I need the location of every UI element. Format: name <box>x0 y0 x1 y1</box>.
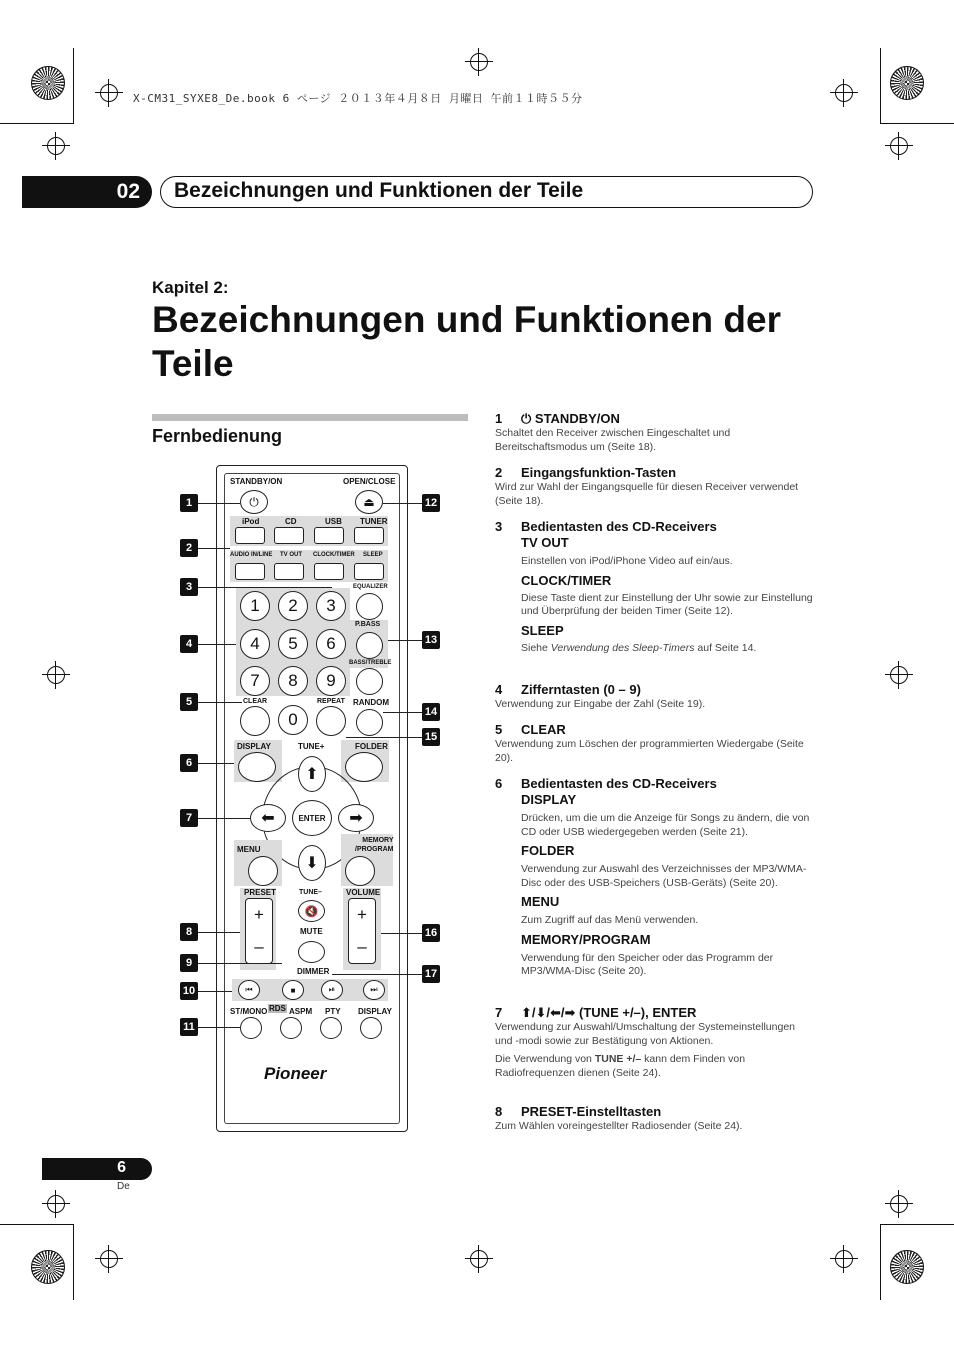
desc-item-8: 8 PRESET-Einstelltasten Zum Wählen voreingestellter Radiosender (Seite 24). <box>495 1104 815 1134</box>
cd-label: CD <box>285 517 297 526</box>
dimmer-label: DIMMER <box>297 967 330 976</box>
crop-line <box>880 48 881 124</box>
chapter-title: Bezeichnungen und Funktionen der Teile <box>174 179 584 202</box>
desc-item-7: 7 ⬆/⬇/⬅/➡ (TUNE +/–), ENTER Verwendung zur Auswahl/Umschaltung der Systemeinstellungen und -modi sowie zur Bestätigung von Aktionen. Die Verwendung von TUNE +/– kann dem Finden von Radiofrequenzen dienen (Seite 24). <box>495 1005 815 1080</box>
registration-sunburst-icon <box>31 1250 65 1284</box>
tune-plus-label: TUNE+ <box>298 742 325 751</box>
stop-icon: ■ <box>282 980 304 1000</box>
desc-subheading: MEMORY/PROGRAM <box>521 931 651 947</box>
digit-3-button: 3 <box>316 591 346 621</box>
desc-subheading: FOLDER <box>521 843 575 858</box>
print-header: X-CM31_SYXE8_De.book 6 ページ ２０１３年４月８日 月曜日 午前１１時５５分 <box>133 92 583 105</box>
registration-mark-icon <box>100 1250 118 1268</box>
repeat-label: REPEAT <box>317 698 345 705</box>
digit-5-button: 5 <box>278 629 308 659</box>
page-number: 6 <box>117 1159 126 1176</box>
desc-item-6: 6 Bedientasten des CD-Receivers DISPLAY Drücken, um die um die Anzeige für Songs zu ändern, die von CD oder USB wiedergegeben werden (Seite 21). FOLDER Verwendung zur Auswahl des Verzeichnisses der MP3/WMA-Disc oder des USB-Speichers (USB-Geräts) (Seite 20). MENU Zum Zugriff auf das Menü verwenden. MEMORY/PROGRAM Verwendung für den Speicher oder das Programm der MP3/WMA-Disc (Seite 20). <box>495 776 815 979</box>
usb-label: USB <box>325 517 342 526</box>
desc-subheading: TV OUT <box>521 535 569 550</box>
callout-line <box>198 818 250 819</box>
digit-6-button: 6 <box>316 629 346 659</box>
callout-line <box>198 548 230 549</box>
chapter-number-badge <box>22 176 152 208</box>
memory-program-button <box>345 856 375 886</box>
bass-treble-button <box>356 668 383 695</box>
pbass-label: P.BASS <box>355 621 381 628</box>
desc-text: Verwendung zum Löschen der programmierten Wiedergabe (Seite 20). <box>495 738 804 764</box>
callout-9: 9 <box>180 954 198 972</box>
callout-15: 15 <box>422 728 440 746</box>
callout-10: 10 <box>180 982 198 1000</box>
callout-line <box>388 640 422 641</box>
menu-label: MENU <box>237 845 261 854</box>
plus-icon: + <box>357 905 367 924</box>
crop-line <box>73 1224 74 1300</box>
language-code: De <box>117 1181 130 1192</box>
registration-mark-icon <box>470 53 488 71</box>
chapter-header <box>160 176 813 208</box>
desc-text: Zum Zugriff auf das Menü verwenden. <box>521 914 699 926</box>
desc-text: Verwendung zur Auswahl des Verzeichnisses der MP3/WMA-Disc oder des USB-Speichers (USB-Geräts) (Seite 20). <box>521 863 807 889</box>
memory-program-label: MEMORY /PROGRAM <box>355 837 394 853</box>
callout-line <box>332 974 422 975</box>
crop-line <box>0 1224 74 1225</box>
desc-text: Zum Wählen voreingestellter Radiosender (Seite 24). <box>495 1120 743 1132</box>
display2-label: DISPLAY <box>358 1007 392 1016</box>
section-title: Fernbedienung <box>152 426 282 446</box>
callout-17: 17 <box>422 965 440 983</box>
pioneer-logo: Pioneer <box>264 1064 327 1083</box>
digit-4-button: 4 <box>240 629 270 659</box>
clear-button <box>240 706 270 736</box>
previous-track-icon: ⏮ <box>238 980 260 1000</box>
desc-heading: ⏻ STANDBY/ON <box>521 411 620 426</box>
callout-line <box>198 963 282 964</box>
desc-text: Siehe Verwendung des Sleep-Timers auf Seite 14. <box>521 641 757 654</box>
pty-button <box>320 1017 342 1039</box>
desc-heading: ⬆/⬇/⬅/➡ (TUNE +/–), ENTER <box>521 1005 697 1020</box>
desc-text: Einstellen von iPod/iPhone Video auf ein/aus. <box>521 555 733 567</box>
callout-1: 1 <box>180 494 198 512</box>
section-divider <box>152 414 468 421</box>
callout-11: 11 <box>180 1018 198 1036</box>
display2-button <box>360 1017 382 1039</box>
desc-item-3: 3 Bedientasten des CD-Receivers TV OUT Einstellen von iPod/iPhone Video auf ein/aus. CLOCK/TIMER Diese Taste dient zur Einstellung der Uhr sowie zur Einstellung und Überprüfung der beiden Timer (Seite 12). SLEEP Siehe Verwendung des Sleep-Timers auf Seite 14. <box>495 519 815 655</box>
open-close-button: ⏏ <box>355 490 383 514</box>
tuner-label: TUNER <box>360 517 388 526</box>
enter-button: ENTER <box>292 800 332 836</box>
usb-button <box>314 527 344 544</box>
desc-text: Verwendung für den Speicher oder das Programm der MP3/WMA-Disc (Seite 20). <box>521 951 774 977</box>
registration-sunburst-icon <box>890 66 924 100</box>
volume-rocker <box>348 898 376 964</box>
pbass-button <box>356 632 383 659</box>
callout-line <box>198 503 240 504</box>
next-track-icon: ⏭ <box>363 980 385 1000</box>
callout-line <box>198 702 242 703</box>
digit-2-button: 2 <box>278 591 308 621</box>
volume-label: VOLUME <box>346 888 381 897</box>
folder-button <box>345 752 383 782</box>
preset-label: PRESET <box>244 888 277 897</box>
desc-subheading: MENU <box>521 894 560 909</box>
desc-text: Die Verwendung von TUNE +/– kann dem Finden von Radiofrequenzen dienen (Seite 24). <box>495 1053 746 1079</box>
repeat-button <box>316 706 346 736</box>
callout-line <box>198 763 234 764</box>
bass-treble-label: BASS/TREBLE <box>349 660 392 666</box>
sleep-button <box>354 563 384 580</box>
open-close-label: OPEN/CLOSE <box>343 477 396 486</box>
callout-12: 12 <box>422 494 440 512</box>
callout-16: 16 <box>422 924 440 942</box>
plus-icon: + <box>254 905 264 924</box>
registration-mark-icon <box>890 137 908 155</box>
desc-heading: CLEAR <box>521 722 566 737</box>
desc-text: Verwendung zur Auswahl/Umschaltung der Systemeinstellungen und -modi sowie zur Bestätigung von Aktionen. <box>495 1021 796 1047</box>
chapter-number: 02 <box>116 180 140 203</box>
standby-label: STANDBY/ON <box>230 477 283 486</box>
equalizer-button <box>356 593 383 620</box>
random-label: RANDOM <box>353 698 389 707</box>
crop-line <box>880 1224 881 1300</box>
digit-1-button: 1 <box>240 591 270 621</box>
registration-mark-icon <box>100 84 118 102</box>
play-pause-icon: ⏯ <box>321 980 343 1000</box>
minus-icon: – <box>254 937 264 956</box>
arrow-left-icon: ⬅ <box>250 804 286 832</box>
digit-9-button: 9 <box>316 666 346 696</box>
desc-subheading: DISPLAY <box>521 792 577 807</box>
callout-line <box>381 933 422 934</box>
aspm-label: ASPM <box>289 1007 313 1016</box>
standby-button: ⏻ <box>240 490 268 514</box>
registration-mark-icon <box>835 84 853 102</box>
clear-label: CLEAR <box>243 698 268 705</box>
callout-3: 3 <box>180 578 198 596</box>
desc-text: Schaltet den Receiver zwischen Eingeschaltet und Bereitschaftsmodus um (Seite 18). <box>495 427 731 453</box>
callout-2: 2 <box>180 539 198 557</box>
display-label: DISPLAY <box>237 742 271 751</box>
digit-0-button: 0 <box>278 705 308 735</box>
callout-line <box>198 644 236 645</box>
callout-6: 6 <box>180 754 198 772</box>
tv-out-button <box>274 563 304 580</box>
mute-label: MUTE <box>300 927 323 936</box>
callout-8: 8 <box>180 923 198 941</box>
minus-icon: – <box>357 937 367 956</box>
callout-line <box>346 737 422 738</box>
ipod-button <box>235 527 265 544</box>
preset-rocker <box>245 898 273 964</box>
registration-sunburst-icon <box>31 66 65 100</box>
sleep-label: SLEEP <box>363 552 383 558</box>
desc-subheading: SLEEP <box>521 622 564 638</box>
folder-label: FOLDER <box>355 742 388 751</box>
clock-timer-button <box>314 563 344 580</box>
callout-7: 7 <box>180 809 198 827</box>
audio-in-button <box>235 563 265 580</box>
registration-mark-icon <box>47 1195 65 1213</box>
registration-mark-icon <box>47 666 65 684</box>
tuner-button <box>354 527 384 544</box>
arrow-right-icon: ➡ <box>338 804 374 832</box>
arrow-up-icon: ⬆ <box>298 756 326 792</box>
page-title: Bezeichnungen und Funktionen der Teile <box>152 299 781 384</box>
random-button <box>356 709 383 736</box>
clock-timer-label: CLOCK/TIMER <box>313 552 355 558</box>
desc-heading: Zifferntasten (0 – 9) <box>521 682 641 697</box>
tv-out-label: TV OUT <box>280 552 302 558</box>
callout-line <box>383 712 422 713</box>
callout-4: 4 <box>180 635 198 653</box>
arrow-down-icon: ⬇ <box>298 845 326 881</box>
tune-minus-label: TUNE– <box>299 889 322 896</box>
registration-sunburst-icon <box>890 1250 924 1284</box>
callout-14: 14 <box>422 703 440 721</box>
callout-line <box>198 1027 240 1028</box>
digit-7-button: 7 <box>240 666 270 696</box>
registration-mark-icon <box>470 1250 488 1268</box>
desc-item-5: 5 CLEAR Verwendung zum Löschen der programmierten Wiedergabe (Seite 20). <box>495 722 815 765</box>
registration-mark-icon <box>47 137 65 155</box>
rds-label: RDS <box>269 1004 286 1013</box>
crop-line <box>880 123 954 124</box>
dimmer-button <box>298 941 325 963</box>
cd-button <box>274 527 304 544</box>
crop-line <box>880 1224 954 1225</box>
equalizer-label: EQUALIZER <box>353 584 388 590</box>
kapitel-label: Kapitel 2: <box>152 278 229 297</box>
audio-in-label: AUDIO IN/LINE <box>230 552 273 558</box>
desc-subheading: CLOCK/TIMER <box>521 572 612 588</box>
desc-text: Wird zur Wahl der Eingangsquelle für diesen Receiver verwendet (Seite 18). <box>495 481 799 507</box>
desc-heading: Eingangsfunktion-Tasten <box>521 465 677 480</box>
digit-8-button: 8 <box>278 666 308 696</box>
crop-line <box>0 123 74 124</box>
mute-speaker-icon: 🔇 <box>298 900 325 922</box>
pty-label: PTY <box>325 1007 341 1016</box>
st-mono-label: ST/MONO <box>230 1007 268 1016</box>
callout-13: 13 <box>422 631 440 649</box>
desc-item-4: 4 Zifferntasten (0 – 9) Verwendung zur Eingabe der Zahl (Seite 19). <box>495 682 815 712</box>
callout-line <box>198 932 240 933</box>
menu-button <box>248 856 278 886</box>
crop-line <box>73 48 74 124</box>
desc-heading: Bedientasten des CD-Receivers <box>521 519 717 534</box>
desc-item-1: 1 ⏻ STANDBY/ON Schaltet den Receiver zwischen Eingeschaltet und Bereitschaftsmodus um (Seite 18). <box>495 411 815 454</box>
page-number-badge <box>42 1158 152 1180</box>
callout-line <box>198 587 332 588</box>
desc-text: Verwendung zur Eingabe der Zahl (Seite 19). <box>495 698 706 710</box>
registration-mark-icon <box>835 1250 853 1268</box>
display-button <box>238 752 276 782</box>
aspm-button <box>280 1017 302 1039</box>
st-mono-button <box>240 1017 262 1039</box>
callout-line <box>198 991 232 992</box>
registration-mark-icon <box>890 1195 908 1213</box>
callout-5: 5 <box>180 693 198 711</box>
registration-mark-icon <box>890 666 908 684</box>
desc-text: Drücken, um die um die Anzeige für Songs zu ändern, die von CD oder USB wiedergegeben werden (Seite 21). <box>521 812 810 838</box>
desc-heading: PRESET-Einstelltasten <box>521 1104 662 1119</box>
desc-heading: Bedientasten des CD-Receivers <box>521 776 717 791</box>
desc-item-2: 2 Eingangsfunktion-Tasten Wird zur Wahl der Eingangsquelle für diesen Receiver verwendet (Seite 18). <box>495 465 815 508</box>
callout-line <box>383 503 422 504</box>
desc-text: Diese Taste dient zur Einstellung der Uhr sowie zur Einstellung und Überprüfung der beiden Timer (Seite 12). <box>521 591 813 617</box>
ipod-label: iPod <box>242 517 260 526</box>
